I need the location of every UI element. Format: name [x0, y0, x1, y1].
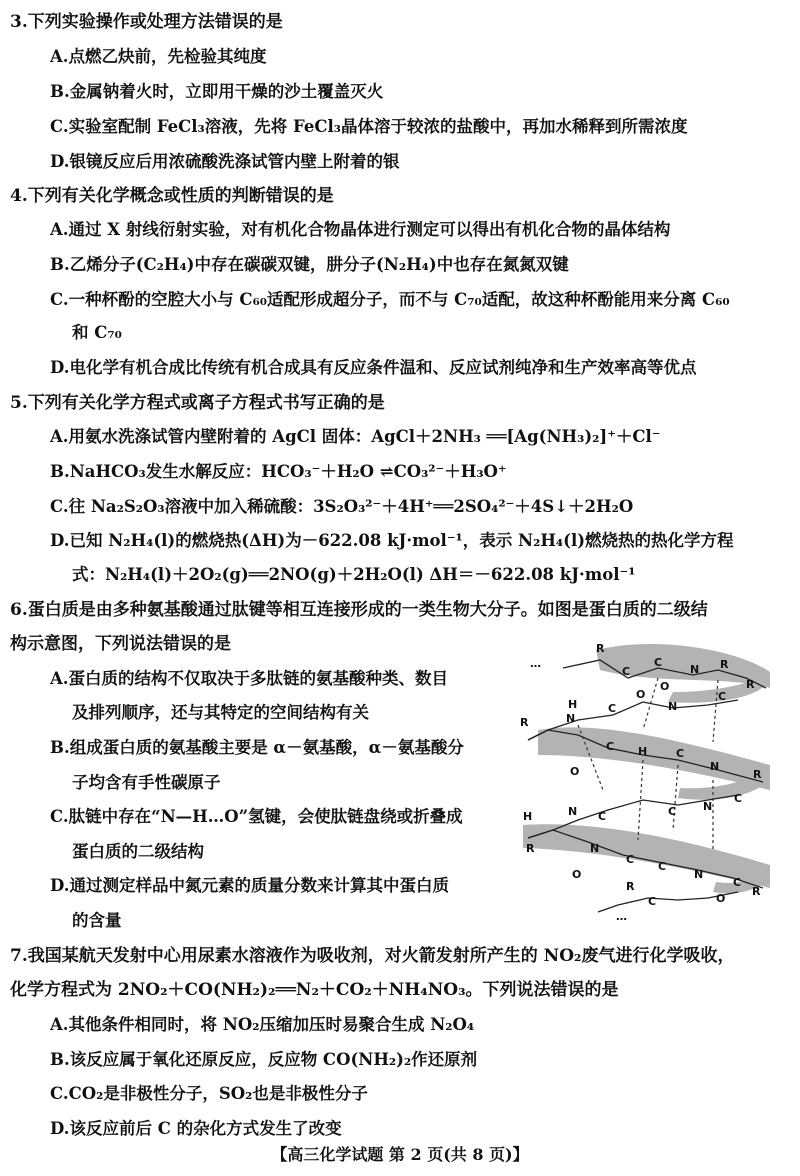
- q4-option-d: D.电化学有机合成比传统有机合成具有反应条件温和、反应试剂纯净和生产效率高等优点: [50, 358, 697, 377]
- atom-label: C: [733, 876, 742, 889]
- q5-option-c: C.往 Na₂S₂O₃溶液中加入稀硫酸：3S₂O₃²⁻＋4H⁺══2SO₄²⁻＋4S↓＋2H₂O: [50, 497, 634, 516]
- q6-option-b: B.组成蛋白质的氨基酸主要是 α－氨基酸，α－氨基酸分: [50, 738, 464, 757]
- atom-label: O: [636, 688, 646, 701]
- atom-label: C: [658, 860, 667, 873]
- q3-option-a: A.点燃乙炔前，先检验其纯度: [50, 47, 267, 66]
- q4-option-c-continued: 和 C₇₀: [72, 323, 122, 342]
- q4-option-a: A.通过 X 射线衍射实验，对有机化合物晶体进行测定可以得出有机化合物的晶体结构: [50, 220, 671, 239]
- question-6-stem-continued: 构示意图，下列说法错误的是: [10, 634, 231, 654]
- atom-label: C: [668, 805, 677, 818]
- atom-label: N: [568, 805, 578, 818]
- atom-label: R: [752, 885, 761, 898]
- atom-label: R: [596, 642, 605, 655]
- q5-option-d-continued: 式：N₂H₄(l)＋2O₂(g)══2NO(g)＋2H₂O(l) ΔH＝－622.08 kJ·mol⁻¹: [72, 565, 636, 584]
- q5-option-b: B.NaHCO₃发生水解反应：HCO₃⁻＋H₂O ⇌CO₃²⁻＋H₃O⁺: [50, 462, 507, 481]
- q4-option-c: C.一种杯酚的空腔大小与 C₆₀适配形成超分子，而不与 C₇₀适配，故这种杯酚能用来分离 C₆₀: [50, 290, 730, 309]
- question-7-stem-continued: 化学方程式为 2NO₂＋CO(NH₂)₂══N₂＋CO₂＋NH₄NO₃。下列说法错误的是: [10, 980, 619, 1000]
- atom-label: C: [598, 810, 607, 823]
- q6-option-c: C.肽链中存在“N—H…O”氢键，会使肽链盘绕或折叠成: [50, 807, 463, 826]
- question-6-stem: 6.蛋白质是由多种氨基酸通过肽键等相互连接形成的一类生物大分子。如图是蛋白质的二级结: [10, 600, 708, 620]
- atom-label: H: [638, 745, 648, 758]
- question-5-stem: 5.下列有关化学方程式或离子方程式书写正确的是: [10, 393, 385, 413]
- q3-option-b: B.金属钠着火时，立即用干燥的沙土覆盖灭火: [50, 82, 384, 101]
- question-3-stem: 3.下列实验操作或处理方法错误的是: [10, 12, 283, 32]
- atom-label: R: [520, 716, 529, 729]
- atom-label: N: [566, 712, 576, 725]
- atom-label: C: [718, 690, 727, 703]
- atom-label: N: [690, 663, 700, 676]
- q7-option-a: A.其他条件相同时，将 NO₂压缩加压时易聚合生成 N₂O₄: [50, 1015, 475, 1034]
- q6-option-a: A.蛋白质的结构不仅取决于多肽链的氨基酸种类、数目: [50, 669, 449, 688]
- atom-label: C: [648, 895, 657, 908]
- q7-option-b: B.该反应属于氧化还原反应，反应物 CO(NH₂)₂作还原剂: [50, 1050, 478, 1069]
- atom-label: H: [523, 810, 533, 823]
- atom-label: H: [568, 698, 578, 711]
- q6-option-b-continued: 子均含有手性碳原子: [72, 773, 221, 792]
- atom-label: N: [590, 842, 600, 855]
- q6-option-c-continued: 蛋白质的二级结构: [72, 842, 204, 861]
- question-7-stem: 7.我国某航天发射中心用尿素水溶液作为吸收剂，对火箭发射所产生的 NO₂废气进行化学吸收，: [10, 946, 735, 966]
- chain-start-ellipsis: …: [530, 657, 541, 670]
- atom-label: C: [654, 656, 663, 669]
- atom-label: C: [626, 853, 635, 866]
- atom-label: R: [720, 658, 729, 671]
- atom-label: N: [668, 700, 678, 713]
- q7-option-d: D.该反应前后 C 的杂化方式发生了改变: [50, 1119, 342, 1138]
- q7-option-c: C.CO₂是非极性分子，SO₂也是非极性分子: [50, 1084, 368, 1103]
- page-footer: 【高三化学试题 第 2 页(共 8 页)】: [271, 1145, 529, 1164]
- atom-label: N: [694, 868, 704, 881]
- q4-option-b: B.乙烯分子(C₂H₄)中存在碳碳双键，肼分子(N₂H₄)中也存在氮氮双键: [50, 255, 569, 274]
- atom-label: R: [626, 880, 635, 893]
- q5-option-d: D.已知 N₂H₄(l)的燃烧热(ΔH)为－622.08 kJ·mol⁻¹，表示 N₂H₄(l)燃烧热的热化学方程: [50, 531, 734, 550]
- q3-option-c: C.实验室配制 FeCl₃溶液，先将 FeCl₃晶体溶于较浓的盐酸中，再加水稀释到所需浓度: [50, 117, 688, 136]
- chain-end-ellipsis: …: [616, 910, 627, 922]
- q6-option-a-continued: 及排列顺序，还与其特定的空间结构有关: [72, 703, 369, 722]
- atom-label: N: [703, 800, 713, 813]
- q6-option-d-continued: 的含量: [72, 911, 122, 930]
- atom-label: C: [622, 665, 631, 678]
- q3-option-d: D.银镜反应后用浓硫酸洗涤试管内壁上附着的银: [50, 152, 400, 171]
- protein-helix-diagram: [508, 630, 793, 922]
- atom-label: R: [746, 678, 755, 691]
- atom-label: R: [526, 842, 535, 855]
- atom-label: C: [734, 792, 743, 805]
- atom-label: C: [606, 740, 615, 753]
- atom-label: R: [753, 768, 762, 781]
- atom-label: O: [572, 868, 582, 881]
- atom-label: O: [570, 765, 580, 778]
- q6-option-d: D.通过测定样品中氮元素的质量分数来计算其中蛋白质: [50, 876, 449, 895]
- atom-label: C: [676, 747, 685, 760]
- atom-label: O: [660, 680, 670, 693]
- atom-label: C: [608, 702, 617, 715]
- atom-label: O: [716, 892, 726, 905]
- question-4-stem: 4.下列有关化学概念或性质的判断错误的是: [10, 186, 334, 206]
- atom-label: N: [710, 760, 720, 773]
- q5-option-a: A.用氨水洗涤试管内壁附着的 AgCl 固体：AgCl＋2NH₃ ══[Ag(NH₃)₂]⁺＋Cl⁻: [50, 427, 661, 446]
